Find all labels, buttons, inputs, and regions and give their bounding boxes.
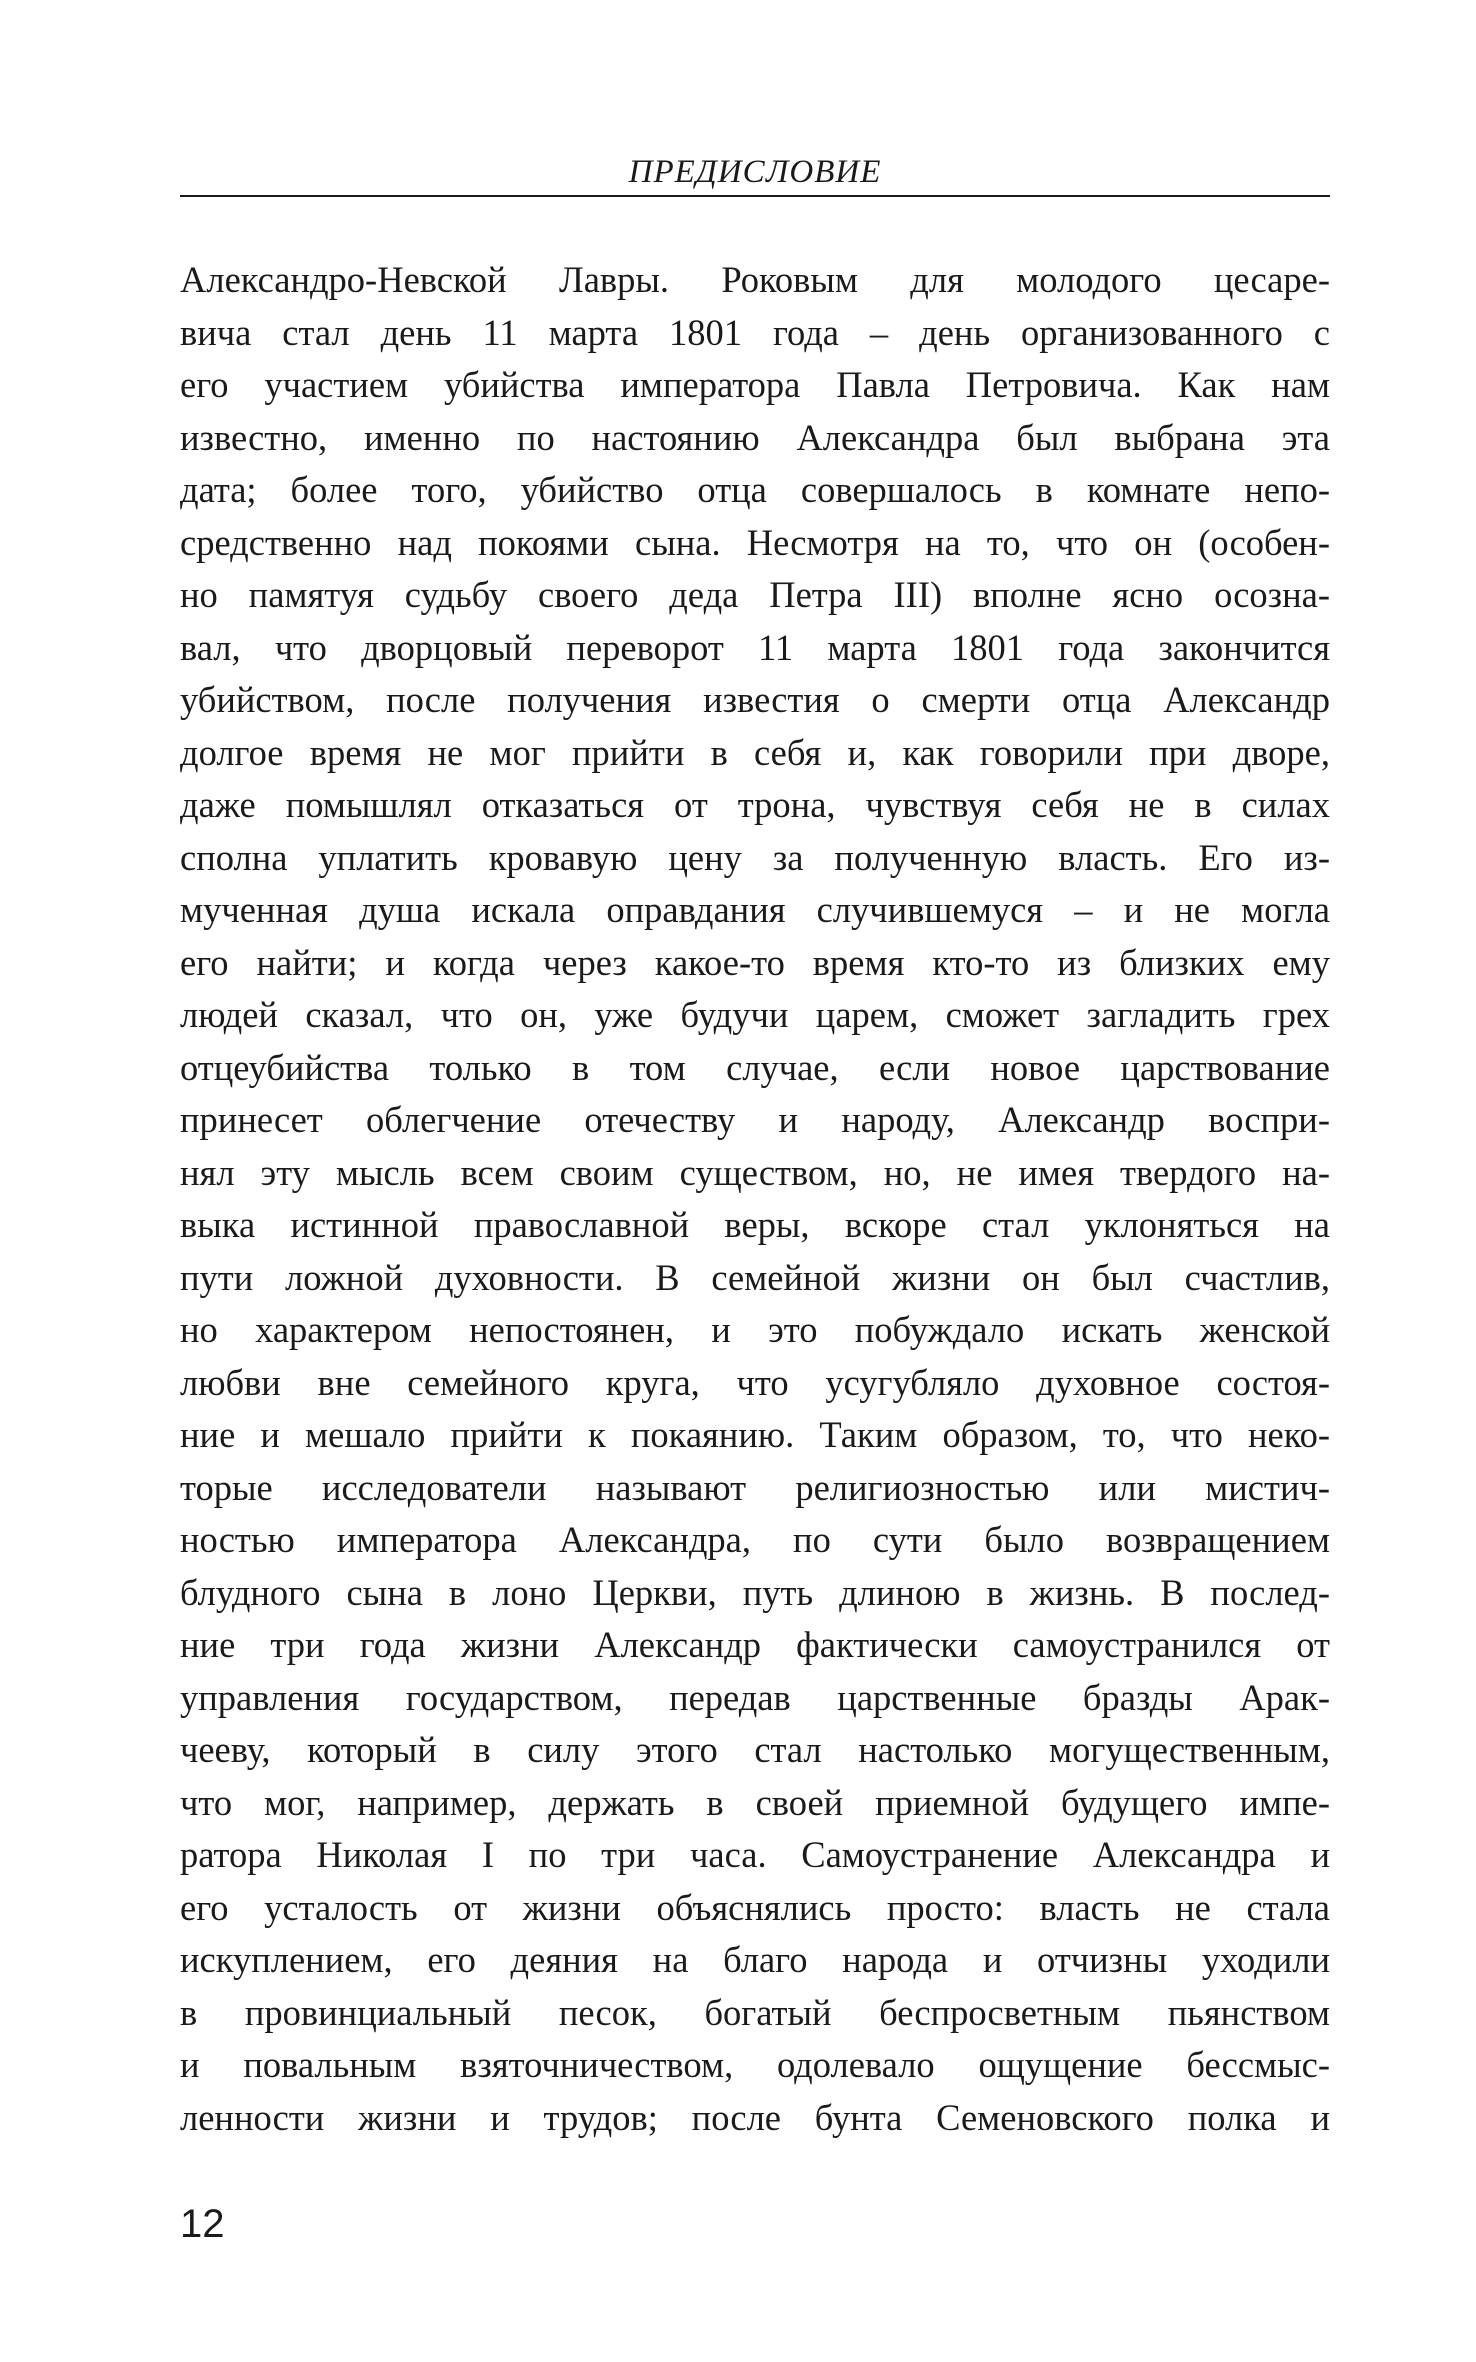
text-line: вича стал день 11 марта 1801 года – день организованного с (180, 311, 1330, 353)
text-line: его участием убийства императора Павла Петровича. Как нам (180, 364, 1330, 405)
text-line: чееву, который в силу этого стал настолько могущественным, (180, 1729, 1330, 1770)
text-line: и повальным взяточничеством, одолевало ощущение бессмыс- (180, 2044, 1330, 2085)
text-line: принесет облегчение отечеству и народу, Александр воспри- (180, 1099, 1330, 1140)
text-line: торые исследователи называют религиозностью или мистич- (180, 1466, 1330, 1508)
text-line: любви вне семейного круга, что усугубляло духовное состоя- (180, 1361, 1330, 1403)
text-line: ние три года жизни Александр фактически самоустранился от (180, 1624, 1330, 1665)
running-header: ПРЕДИСЛОВИЕ (628, 154, 882, 190)
text-line: дата; более того, убийство отца совершалось в комнате непо- (180, 469, 1330, 510)
text-line: сполна уплатить кровавую цену за полученную власть. Его из- (180, 836, 1330, 878)
text-line: мученная душа искала оправдания случившемуся – и не могла (180, 889, 1330, 930)
text-line: управления государством, передав царственные бразды Арак- (180, 1676, 1330, 1718)
text-line: ленности жизни и трудов; после бунта Семеновского полка и (180, 2096, 1330, 2138)
text-line: его усталость от жизни объяснялись просто: власть не стала (180, 1886, 1330, 1928)
text-line: в провинциальный песок, богатый беспросветным пьянством (180, 1991, 1330, 2033)
text-line: нял эту мысль всем своим существом, но, не имея твердого на- (180, 1151, 1330, 1193)
text-line: что мог, например, держать в своей приемной будущего импе- (180, 1781, 1330, 1823)
text-line: но памятуя судьбу своего деда Петра III) вполне ясно осозна- (180, 574, 1330, 615)
text-line: но характером непостоянен, и это побуждало искать женской (180, 1309, 1330, 1350)
text-line: вал, что дворцовый переворот 11 марта 1801 года закончится (180, 626, 1330, 668)
text-line: ностью императора Александра, по сути было возвращением (180, 1519, 1330, 1560)
text-line: блудного сына в лоно Церкви, путь длиною в жизнь. В послед- (180, 1571, 1330, 1613)
text-line: ратора Николая I по три часа. Самоустранение Александра и (180, 1834, 1330, 1875)
body-text (180, 254, 1330, 2144)
text-line: его найти; и когда через какое-то время кто-то из близких ему (180, 941, 1330, 983)
text-line: пути ложной духовности. В семейной жизни он был счастлив, (180, 1256, 1330, 1298)
page-number: 12 (180, 2202, 225, 2246)
text-line: даже помышлял отказаться от трона, чувствуя себя не в силах (180, 784, 1330, 825)
text-line: Александро-Невской Лавры. Роковым для молодого цесаре- (180, 259, 1330, 300)
text-line: отцеубийства только в том случае, если новое царствование (180, 1046, 1330, 1088)
text-line: убийством, после получения известия о смерти отца Александр (180, 679, 1330, 720)
text-line: долгое время не мог прийти в себя и, как говорили при дворе, (180, 731, 1330, 773)
text-line: ние и мешало прийти к покаянию. Таким образом, то, что неко- (180, 1414, 1330, 1455)
text-line: выка истинной православной веры, вскоре стал уклоняться на (180, 1204, 1330, 1245)
text-line: искуплением, его деяния на благо народа и отчизны уходили (180, 1939, 1330, 1980)
text-line: людей сказал, что он, уже будучи царем, сможет загладить грех (180, 994, 1330, 1035)
header-rule (180, 195, 1330, 197)
text-line: средственно над покоями сына. Несмотря на то, что он (особен- (180, 521, 1330, 563)
text-line: известно, именно по настоянию Александра был выбрана эта (180, 416, 1330, 458)
